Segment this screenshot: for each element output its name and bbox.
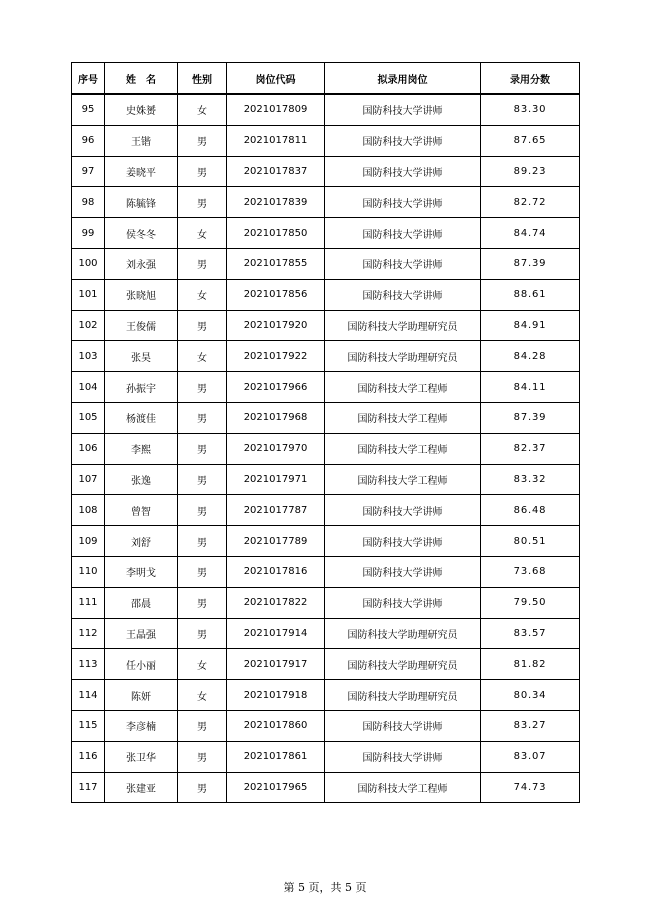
cell-score: 83.07 bbox=[481, 741, 580, 772]
cell-gender: 女 bbox=[178, 341, 227, 372]
cell-name: 王锴 bbox=[105, 125, 178, 156]
cell-name: 张晓旭 bbox=[105, 279, 178, 310]
cell-seq: 104 bbox=[72, 372, 105, 403]
cell-gender: 男 bbox=[178, 125, 227, 156]
cell-score: 84.91 bbox=[481, 310, 580, 341]
cell-seq: 108 bbox=[72, 495, 105, 526]
cell-position: 国防科技大学助理研究员 bbox=[325, 310, 481, 341]
cell-position: 国防科技大学讲师 bbox=[325, 587, 481, 618]
cell-seq: 103 bbox=[72, 341, 105, 372]
cell-seq: 115 bbox=[72, 710, 105, 741]
cell-position: 国防科技大学讲师 bbox=[325, 279, 481, 310]
header-position: 拟录用岗位 bbox=[325, 63, 481, 95]
cell-gender: 男 bbox=[178, 402, 227, 433]
cell-seq: 96 bbox=[72, 125, 105, 156]
cell-position-code: 2021017971 bbox=[227, 464, 325, 495]
cell-position: 国防科技大学讲师 bbox=[325, 248, 481, 279]
cell-name: 刘舒 bbox=[105, 526, 178, 557]
cell-position: 国防科技大学讲师 bbox=[325, 495, 481, 526]
cell-name: 李彦楠 bbox=[105, 710, 178, 741]
cell-position-code: 2021017837 bbox=[227, 156, 325, 187]
cell-position: 国防科技大学讲师 bbox=[325, 156, 481, 187]
header-score: 录用分数 bbox=[481, 63, 580, 95]
page-number-footer: 第 5 页，共 5 页 bbox=[283, 881, 367, 894]
cell-position-code: 2021017968 bbox=[227, 402, 325, 433]
table-row bbox=[72, 94, 580, 125]
cell-gender: 男 bbox=[178, 248, 227, 279]
cell-position: 国防科技大学助理研究员 bbox=[325, 341, 481, 372]
cell-score: 88.61 bbox=[481, 279, 580, 310]
cell-gender: 男 bbox=[178, 464, 227, 495]
cell-position-code: 2021017811 bbox=[227, 125, 325, 156]
cell-position: 国防科技大学讲师 bbox=[325, 710, 481, 741]
cell-position-code: 2021017914 bbox=[227, 618, 325, 649]
cell-gender: 男 bbox=[178, 156, 227, 187]
cell-position-code: 2021017787 bbox=[227, 495, 325, 526]
cell-position-code: 2021017856 bbox=[227, 279, 325, 310]
cell-position-code: 2021017970 bbox=[227, 433, 325, 464]
table-row bbox=[72, 125, 580, 156]
cell-name: 邵晨 bbox=[105, 587, 178, 618]
table-row bbox=[72, 710, 580, 741]
table-row bbox=[72, 187, 580, 218]
cell-gender: 女 bbox=[178, 279, 227, 310]
table-row bbox=[72, 279, 580, 310]
table-row bbox=[72, 741, 580, 772]
cell-position-code: 2021017809 bbox=[227, 94, 325, 125]
cell-position: 国防科技大学助理研究员 bbox=[325, 680, 481, 711]
cell-score: 87.65 bbox=[481, 125, 580, 156]
cell-name: 王晶强 bbox=[105, 618, 178, 649]
table-row bbox=[72, 495, 580, 526]
cell-name: 史姝赟 bbox=[105, 94, 178, 125]
cell-score: 89.23 bbox=[481, 156, 580, 187]
cell-score: 82.37 bbox=[481, 433, 580, 464]
cell-seq: 105 bbox=[72, 402, 105, 433]
table-body bbox=[72, 94, 580, 803]
cell-position: 国防科技大学讲师 bbox=[325, 218, 481, 249]
cell-position: 国防科技大学讲师 bbox=[325, 187, 481, 218]
cell-name: 王俊儒 bbox=[105, 310, 178, 341]
cell-position-code: 2021017789 bbox=[227, 526, 325, 557]
cell-position: 国防科技大学助理研究员 bbox=[325, 649, 481, 680]
cell-score: 82.72 bbox=[481, 187, 580, 218]
cell-position: 国防科技大学助理研究员 bbox=[325, 618, 481, 649]
table-row bbox=[72, 372, 580, 403]
header-row bbox=[72, 63, 580, 95]
cell-gender: 男 bbox=[178, 618, 227, 649]
cell-gender: 女 bbox=[178, 649, 227, 680]
cell-gender: 女 bbox=[178, 218, 227, 249]
cell-name: 李明戈 bbox=[105, 556, 178, 587]
cell-gender: 男 bbox=[178, 187, 227, 218]
cell-seq: 101 bbox=[72, 279, 105, 310]
cell-position-code: 2021017855 bbox=[227, 248, 325, 279]
cell-score: 87.39 bbox=[481, 402, 580, 433]
header-name: 姓 名 bbox=[105, 63, 178, 95]
cell-position-code: 2021017920 bbox=[227, 310, 325, 341]
cell-gender: 女 bbox=[178, 94, 227, 125]
cell-score: 80.51 bbox=[481, 526, 580, 557]
cell-name: 杨渡佳 bbox=[105, 402, 178, 433]
table-header bbox=[72, 63, 580, 95]
table-row bbox=[72, 772, 580, 803]
cell-name: 陈妍 bbox=[105, 680, 178, 711]
table-row bbox=[72, 218, 580, 249]
cell-gender: 男 bbox=[178, 587, 227, 618]
cell-name: 孙振宇 bbox=[105, 372, 178, 403]
cell-score: 83.32 bbox=[481, 464, 580, 495]
cell-position: 国防科技大学工程师 bbox=[325, 402, 481, 433]
cell-score: 80.34 bbox=[481, 680, 580, 711]
cell-seq: 99 bbox=[72, 218, 105, 249]
cell-score: 83.30 bbox=[481, 94, 580, 125]
cell-seq: 113 bbox=[72, 649, 105, 680]
cell-position-code: 2021017917 bbox=[227, 649, 325, 680]
table-row bbox=[72, 433, 580, 464]
cell-seq: 111 bbox=[72, 587, 105, 618]
cell-score: 74.73 bbox=[481, 772, 580, 803]
table-row bbox=[72, 680, 580, 711]
cell-score: 84.11 bbox=[481, 372, 580, 403]
cell-position-code: 2021017816 bbox=[227, 556, 325, 587]
cell-score: 87.39 bbox=[481, 248, 580, 279]
cell-score: 84.28 bbox=[481, 341, 580, 372]
table-row bbox=[72, 526, 580, 557]
cell-gender: 男 bbox=[178, 526, 227, 557]
cell-position: 国防科技大学讲师 bbox=[325, 741, 481, 772]
cell-seq: 102 bbox=[72, 310, 105, 341]
cell-position-code: 2021017822 bbox=[227, 587, 325, 618]
cell-gender: 男 bbox=[178, 772, 227, 803]
table-row bbox=[72, 156, 580, 187]
cell-gender: 男 bbox=[178, 710, 227, 741]
cell-name: 姜晓平 bbox=[105, 156, 178, 187]
cell-name: 侯冬冬 bbox=[105, 218, 178, 249]
table-row bbox=[72, 341, 580, 372]
cell-seq: 114 bbox=[72, 680, 105, 711]
header-position-code: 岗位代码 bbox=[227, 63, 325, 95]
cell-name: 张逸 bbox=[105, 464, 178, 495]
hiring-roster-table bbox=[71, 62, 580, 803]
cell-position-code: 2021017966 bbox=[227, 372, 325, 403]
cell-score: 86.48 bbox=[481, 495, 580, 526]
table-row bbox=[72, 649, 580, 680]
cell-name: 陈毓锋 bbox=[105, 187, 178, 218]
cell-seq: 117 bbox=[72, 772, 105, 803]
cell-seq: 106 bbox=[72, 433, 105, 464]
cell-position: 国防科技大学讲师 bbox=[325, 556, 481, 587]
cell-position: 国防科技大学工程师 bbox=[325, 372, 481, 403]
table-row bbox=[72, 402, 580, 433]
cell-position-code: 2021017965 bbox=[227, 772, 325, 803]
cell-seq: 97 bbox=[72, 156, 105, 187]
cell-seq: 116 bbox=[72, 741, 105, 772]
cell-seq: 110 bbox=[72, 556, 105, 587]
table-row bbox=[72, 248, 580, 279]
table-row bbox=[72, 310, 580, 341]
cell-position-code: 2021017839 bbox=[227, 187, 325, 218]
cell-seq: 112 bbox=[72, 618, 105, 649]
cell-name: 李熙 bbox=[105, 433, 178, 464]
cell-score: 79.50 bbox=[481, 587, 580, 618]
cell-score: 81.82 bbox=[481, 649, 580, 680]
cell-gender: 男 bbox=[178, 310, 227, 341]
cell-score: 83.57 bbox=[481, 618, 580, 649]
cell-position: 国防科技大学工程师 bbox=[325, 464, 481, 495]
cell-score: 73.68 bbox=[481, 556, 580, 587]
table-row bbox=[72, 587, 580, 618]
table-row bbox=[72, 464, 580, 495]
cell-position-code: 2021017860 bbox=[227, 710, 325, 741]
cell-name: 张昊 bbox=[105, 341, 178, 372]
cell-score: 84.74 bbox=[481, 218, 580, 249]
cell-gender: 女 bbox=[178, 680, 227, 711]
cell-gender: 男 bbox=[178, 433, 227, 464]
cell-position: 国防科技大学工程师 bbox=[325, 433, 481, 464]
cell-name: 张卫华 bbox=[105, 741, 178, 772]
cell-score: 83.27 bbox=[481, 710, 580, 741]
cell-name: 任小丽 bbox=[105, 649, 178, 680]
cell-seq: 95 bbox=[72, 94, 105, 125]
cell-seq: 98 bbox=[72, 187, 105, 218]
table-row bbox=[72, 556, 580, 587]
table-row bbox=[72, 618, 580, 649]
cell-gender: 男 bbox=[178, 556, 227, 587]
cell-position-code: 2021017861 bbox=[227, 741, 325, 772]
cell-gender: 男 bbox=[178, 372, 227, 403]
cell-position-code: 2021017918 bbox=[227, 680, 325, 711]
header-seq: 序号 bbox=[72, 63, 105, 95]
cell-seq: 100 bbox=[72, 248, 105, 279]
cell-name: 张建亚 bbox=[105, 772, 178, 803]
cell-position: 国防科技大学讲师 bbox=[325, 526, 481, 557]
cell-position-code: 2021017922 bbox=[227, 341, 325, 372]
cell-position: 国防科技大学讲师 bbox=[325, 94, 481, 125]
cell-name: 曾智 bbox=[105, 495, 178, 526]
header-gender: 性别 bbox=[178, 63, 227, 95]
cell-position: 国防科技大学工程师 bbox=[325, 772, 481, 803]
cell-gender: 男 bbox=[178, 495, 227, 526]
cell-gender: 男 bbox=[178, 741, 227, 772]
cell-seq: 107 bbox=[72, 464, 105, 495]
cell-position: 国防科技大学讲师 bbox=[325, 125, 481, 156]
cell-seq: 109 bbox=[72, 526, 105, 557]
cell-position-code: 2021017850 bbox=[227, 218, 325, 249]
cell-name: 刘永强 bbox=[105, 248, 178, 279]
